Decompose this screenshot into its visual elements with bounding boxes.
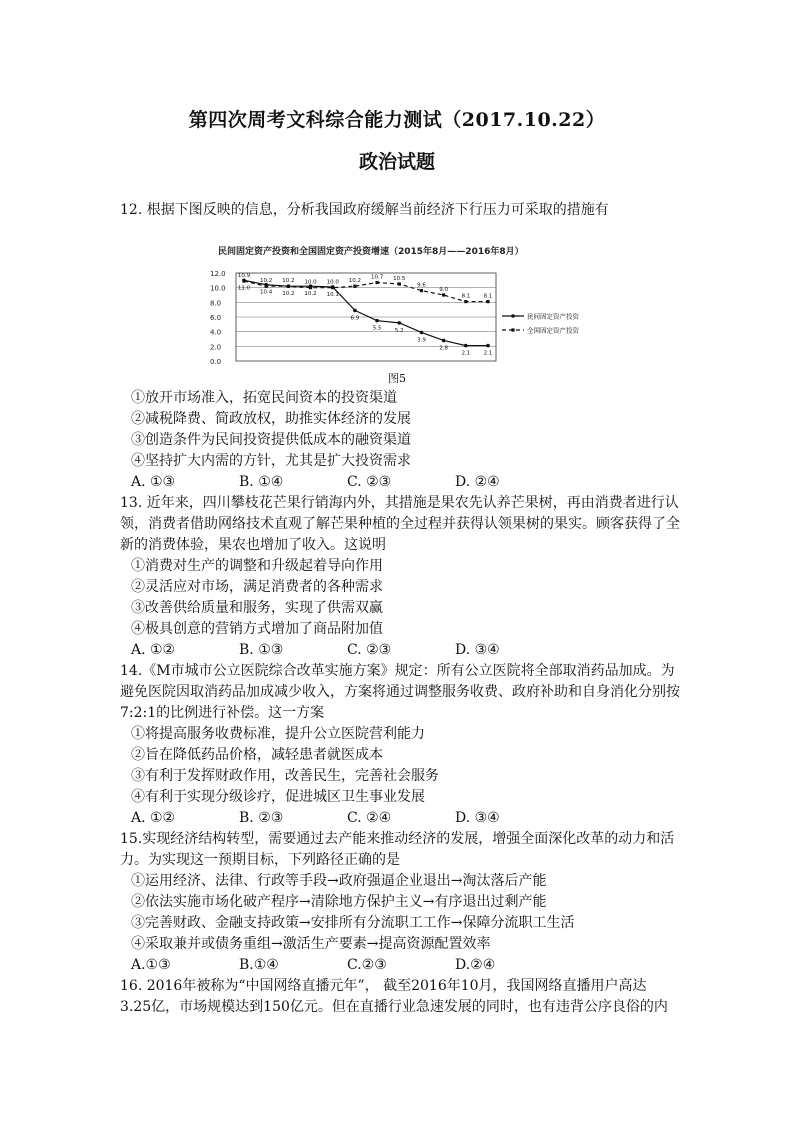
q12-choices (131, 472, 691, 492)
series-line (244, 280, 488, 345)
data-label: 6.9 (350, 315, 360, 322)
question-13-stem-1: 13. 近年来，四川攀枝花芒果行销海内外，其措施是果农先认养芒果树，再由消费者进行认 (120, 495, 679, 511)
legend-label: 民间固定资产投资 (527, 312, 579, 321)
choice-b: B. ①③ (239, 642, 284, 658)
data-point (420, 331, 424, 335)
data-point (331, 286, 334, 289)
data-point (309, 286, 312, 289)
choice-d: D. ③④ (455, 642, 500, 658)
q12-option-3: ③创造条件为民间投资提供低成本的融资渠道 (131, 432, 411, 448)
question-14-stem-3: 7:2:1的比例进行补偿。这一方案 (120, 705, 325, 721)
data-point (486, 344, 490, 348)
choice-b: B. ①④ (239, 474, 284, 490)
choice-c: C.②③ (347, 957, 387, 973)
legend-marker (511, 314, 515, 318)
choice-d: D. ③④ (455, 810, 500, 826)
question-16-stem-1: 16. 2016年被称为“中国网络直播元年”， 截至2016年10月，我国网络直播用户高达 (120, 978, 647, 994)
data-point (464, 300, 467, 303)
q12-option-1: ①放开市场准入，拓宽民间资本的投资渠道 (131, 390, 397, 406)
choice-d: D. ②④ (455, 474, 500, 490)
data-label: 2.1 (483, 350, 493, 357)
data-label: 2.1 (461, 350, 471, 357)
data-label: 10.2 (282, 278, 295, 285)
choice-a: A.①③ (131, 957, 171, 973)
choice-a: A. ①③ (131, 474, 176, 490)
data-label: 10.9 (237, 273, 251, 280)
data-point (397, 321, 401, 325)
choice-a: A. ①② (131, 810, 176, 826)
chart-legend (502, 312, 580, 335)
data-label: 10.7 (370, 274, 384, 281)
q14-option-3: ③有利于发挥财政作用，改善民生，完善社会服务 (131, 768, 439, 784)
choice-c: C. ②④ (347, 810, 392, 826)
chart-title: 民间固定资产投资和全国固定资产投资增速（2015年8月——2016年8月） (218, 247, 524, 257)
q13-option-1: ①消费对生产的调整和升级起着导向作用 (131, 558, 383, 574)
data-label: 2.8 (439, 345, 449, 352)
question-12-stem: 12. 根据下图反映的信息，分析我国政府缓解当前经济下行压力可采取的措施有 (120, 202, 609, 218)
y-axis (210, 270, 226, 366)
choice-d: D.②④ (455, 957, 496, 973)
q14-option-4: ④有利于实现分级诊疗，促进城区卫生事业发展 (131, 789, 425, 805)
data-point (442, 339, 446, 343)
question-13-stem-3: 新的消费体验，果农也增加了收入。这说明 (120, 537, 386, 553)
question-16-stem-2: 3.25亿，市场规模达到150亿元。但在直播行业急速发展的同时，也有违背公序良俗的内 (120, 999, 668, 1015)
data-point (420, 289, 423, 292)
data-label: 10.2 (282, 291, 295, 298)
data-label: 10.5 (393, 276, 406, 282)
data-label: 3.9 (417, 337, 426, 344)
q13-choices (131, 640, 691, 660)
y-tick-label: 4.0 (210, 328, 222, 337)
data-label: 9.0 (439, 287, 449, 293)
q13-option-3: ③改善供给质量和服务，实现了供需双赢 (131, 600, 383, 616)
y-tick-label: 6.0 (210, 314, 222, 322)
choice-a: A. ①② (131, 642, 176, 658)
data-label: 11.0 (237, 285, 251, 292)
page-title: 第四次周考文科综合能力测试（2017.10.22） (188, 109, 606, 131)
q14-choices (131, 808, 691, 828)
y-tick-label: 8.0 (210, 299, 222, 308)
choice-c: C. ②③ (347, 642, 392, 658)
question-14-stem-2: 避免医院因取消药品加成减少收入，方案将通过调整服务收费、政府补助和自身消化分别按 (120, 684, 680, 700)
legend-marker (511, 328, 514, 331)
data-label: 10.4 (260, 289, 273, 296)
q14-option-2: ②旨在降低药品价格，减轻患者就医成本 (131, 747, 383, 763)
choice-b: B.①④ (239, 957, 279, 973)
data-label: 10.2 (348, 278, 362, 285)
q15-option-1: ①运用经济、法律、行政等手段→政府强逼企业退出→淘汰落后产能 (131, 873, 547, 889)
chart-series (238, 273, 493, 357)
data-label: 5.2 (394, 327, 404, 334)
q12-option-4: ④坚持扩大内需的方针，尤其是扩大投资需求 (131, 453, 411, 469)
y-tick-label: 12.0 (210, 270, 226, 278)
data-label: 10.2 (304, 291, 317, 298)
question-15-stem-2: 力。为实现这一预期目标，下列路径正确的是 (120, 852, 400, 868)
q14-option-1: ①将提高服务收费标准，提升公立医院营利能力 (131, 726, 425, 742)
legend-label: 全国固定资产投资 (527, 326, 579, 335)
data-label: 9.6 (417, 282, 426, 289)
choice-c: C. ②③ (347, 474, 392, 490)
q15-option-4: ④采取兼并或债务重组→激活生产要素→提高资源配置效率 (131, 936, 491, 952)
data-point (353, 309, 357, 313)
question-15-stem-1: 15.实现经济结构转型，需要通过去产能来推动经济的发展，增强全面深化改革的动力和活 (120, 831, 675, 847)
data-point (265, 285, 268, 288)
data-label: 10.0 (304, 279, 317, 286)
choice-b: B. ②③ (239, 810, 284, 826)
data-label: 10.2 (260, 278, 273, 285)
series-line (244, 281, 488, 302)
question-13-stem-2: 领，消费者借助网络技术直观了解芒果种植的全过程并获得认领果树的果实。顾客获得了全 (120, 516, 680, 532)
data-point (242, 279, 245, 282)
data-point (486, 300, 489, 303)
data-label: 5.5 (372, 325, 382, 332)
data-point (375, 319, 379, 323)
data-label: 10.0 (326, 279, 339, 286)
data-point (442, 293, 445, 296)
page-subtitle: 政治试题 (358, 151, 435, 173)
data-label: 8.1 (461, 293, 471, 300)
data-point (353, 285, 356, 288)
data-label: 8.1 (483, 293, 493, 300)
q15-option-3: ③完善财政、金融支持政策→安排所有分流职工工作→保障分流职工生活 (131, 915, 575, 931)
q15-choices (131, 955, 691, 975)
q15-option-2: ②依法实施市场化破产程序→清除地方保护主义→有序退出过剩产能 (131, 894, 547, 910)
q13-option-4: ④极具创意的营销方式增加了商品附加值 (131, 621, 383, 637)
data-point (464, 344, 468, 348)
q12-option-2: ②减税降费、简政放权，助推实体经济的发展 (131, 411, 411, 427)
y-tick-label: 0.0 (210, 358, 222, 366)
question-14-stem-1: 14.《M市城市公立医院综合改革实施方案》规定：所有公立医院将全部取消药品加成。为 (120, 663, 675, 679)
data-point (287, 285, 290, 288)
data-point (375, 281, 378, 284)
data-label: 10.1 (326, 291, 339, 298)
data-point (398, 282, 401, 285)
q13-option-2: ②灵活应对市场，满足消费者的各种需求 (131, 579, 383, 595)
y-tick-label: 10.0 (210, 284, 226, 293)
y-tick-label: 2.0 (210, 343, 222, 352)
line-chart (206, 238, 592, 386)
figure-caption: 图5 (388, 372, 406, 385)
